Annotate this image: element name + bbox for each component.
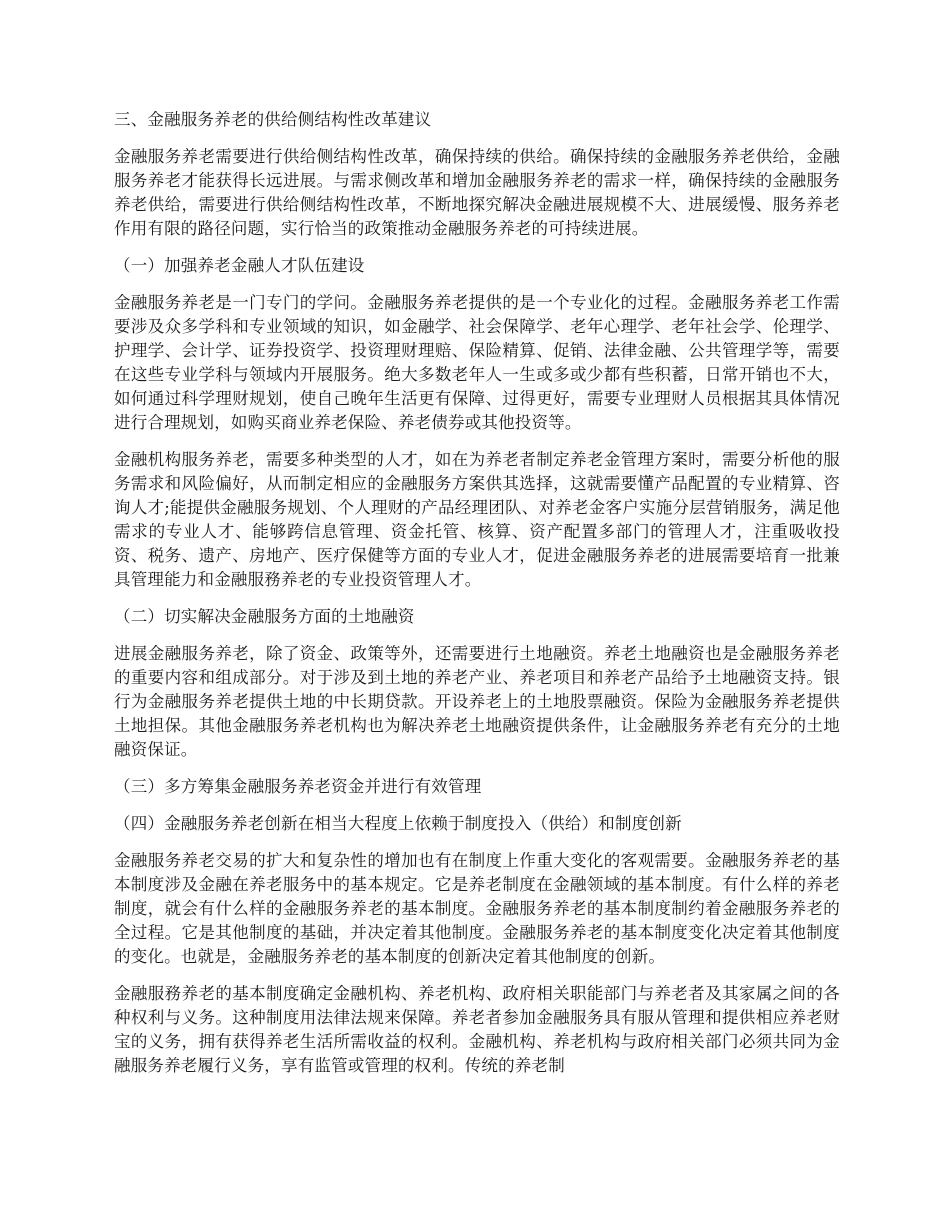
paragraph-institution-2: 金融服務养老的基本制度确定金融机构、养老机构、政府相关职能部门与养老者及其家属之间的各种权利与义务。这种制度用法律法规来保障。养老者参加金融服务具有服从管理和提供相应养老财宝的义务，拥有获得养老生活所需收益的权利。金融机构、养老机构与政府相关部门必须共同为金融服务养老履行义务，享有监管或管理的权利。传统的养老制	[114, 984, 840, 1075]
paragraph-talent-1: 金融服务养老是一门专门的学问。金融服务养老提供的是一个专业化的过程。金融服务养老工作需要涉及众多学科和专业领域的知识，如金融学、社会保障学、老年心理学、老年社会学、伦理学、护理学、会计学、证券投资学、投资理财理赔、保险精算、促销、法律金融、公共管理学等，需要在这些专业学科与领域内开展服务。绝大多数老年人一生或多或少都有些积蓄，日常开销也不大，如何通过科学理财规划，使自己晚年生活更有保障、过得更好，需要专业理财人员根据其具体情况进行合理规划，如购买商业养老保险、养老债券或其他投资等。	[114, 293, 840, 432]
paragraph-land-financing: 进展金融服务养老，除了资金、政策等外，还需要进行土地融资。养老土地融资也是金融服务养老的重要内容和组成部分。对于涉及到土地的养老产业、养老项目和养老产品给予土地融资支持。银行为金融服务养老提供土地的中长期贷款。开设养老上的土地股票融资。保险为金融服务养老提供土地担保。其他金融服务养老机构也为解决养老土地融资提供条件，让金融服务养老有充分的土地融资保证。	[114, 644, 840, 759]
document-page	[114, 108, 840, 1091]
section-heading-3: 三、金融服务养老的供给侧结构性改革建议	[114, 110, 432, 129]
paragraph-talent-2: 金融机构服务养老，需要多种类型的人才，如在为养老者制定养老金管理方案时，需要分析他的服务需求和风险偏好，从而制定相应的金融服务方案供其选择，这就需要懂产品配置的专业精算、咨询人才;能提供金融服务规划、个人理财的产品经理团队、对养老金客户实施分层营销服务，满足他需求的专业人才、能够跨信息管理、资金托管、核算、资产配置多部门的管理人才，注重吸收投资、税务、遗产、房地产、医疗保健等方面的专业人才，促进金融服务养老的进展需要培育一批兼具管理能力和金融服務养老的专业投资管理人才。	[114, 450, 840, 589]
subsection-heading-1: （一）加强养老金融人才队伍建设	[114, 256, 365, 275]
paragraph-intro: 金融服务养老需要进行供给侧结构性改革，确保持续的供给。确保持续的金融服务养老供给，金融服务养老才能获得长远进展。与需求侧改革和增加金融服务养老的需求一样，确保持续的金融服务养老供给，需要进行供给侧结构性改革，不断地探究解决金融进展规模不大、进展缓慢、服务养老作用有限的路径问题，实行恰当的政策推动金融服务养老的可持续进展。	[114, 147, 840, 238]
subsection-heading-4: （四）金融服务养老创新在相当大程度上依赖于制度投入（供给）和制度创新	[114, 814, 682, 833]
subsection-heading-2: （二）切实解决金融服务方面的土地融资	[114, 607, 415, 626]
paragraph-institution-1: 金融服务养老交易的扩大和复杂性的增加也有在制度上作重大变化的客观需要。金融服务养老的基本制度涉及金融在养老服务中的基本规定。它是养老制度在金融领域的基本制度。有什么样的养老制度，就会有什么样的金融服务养老的基本制度。金融服务养老的基本制度制约着金融服务养老的全过程。它是其他制度的基础，并决定着其他制度。金融服务养老的基本制度变化决定着其他制度的变化。也就是，金融服务养老的基本制度的创新决定着其他制度的创新。	[114, 851, 840, 966]
subsection-heading-3: （三）多方筹集金融服务养老资金并进行有效管理	[114, 777, 482, 796]
